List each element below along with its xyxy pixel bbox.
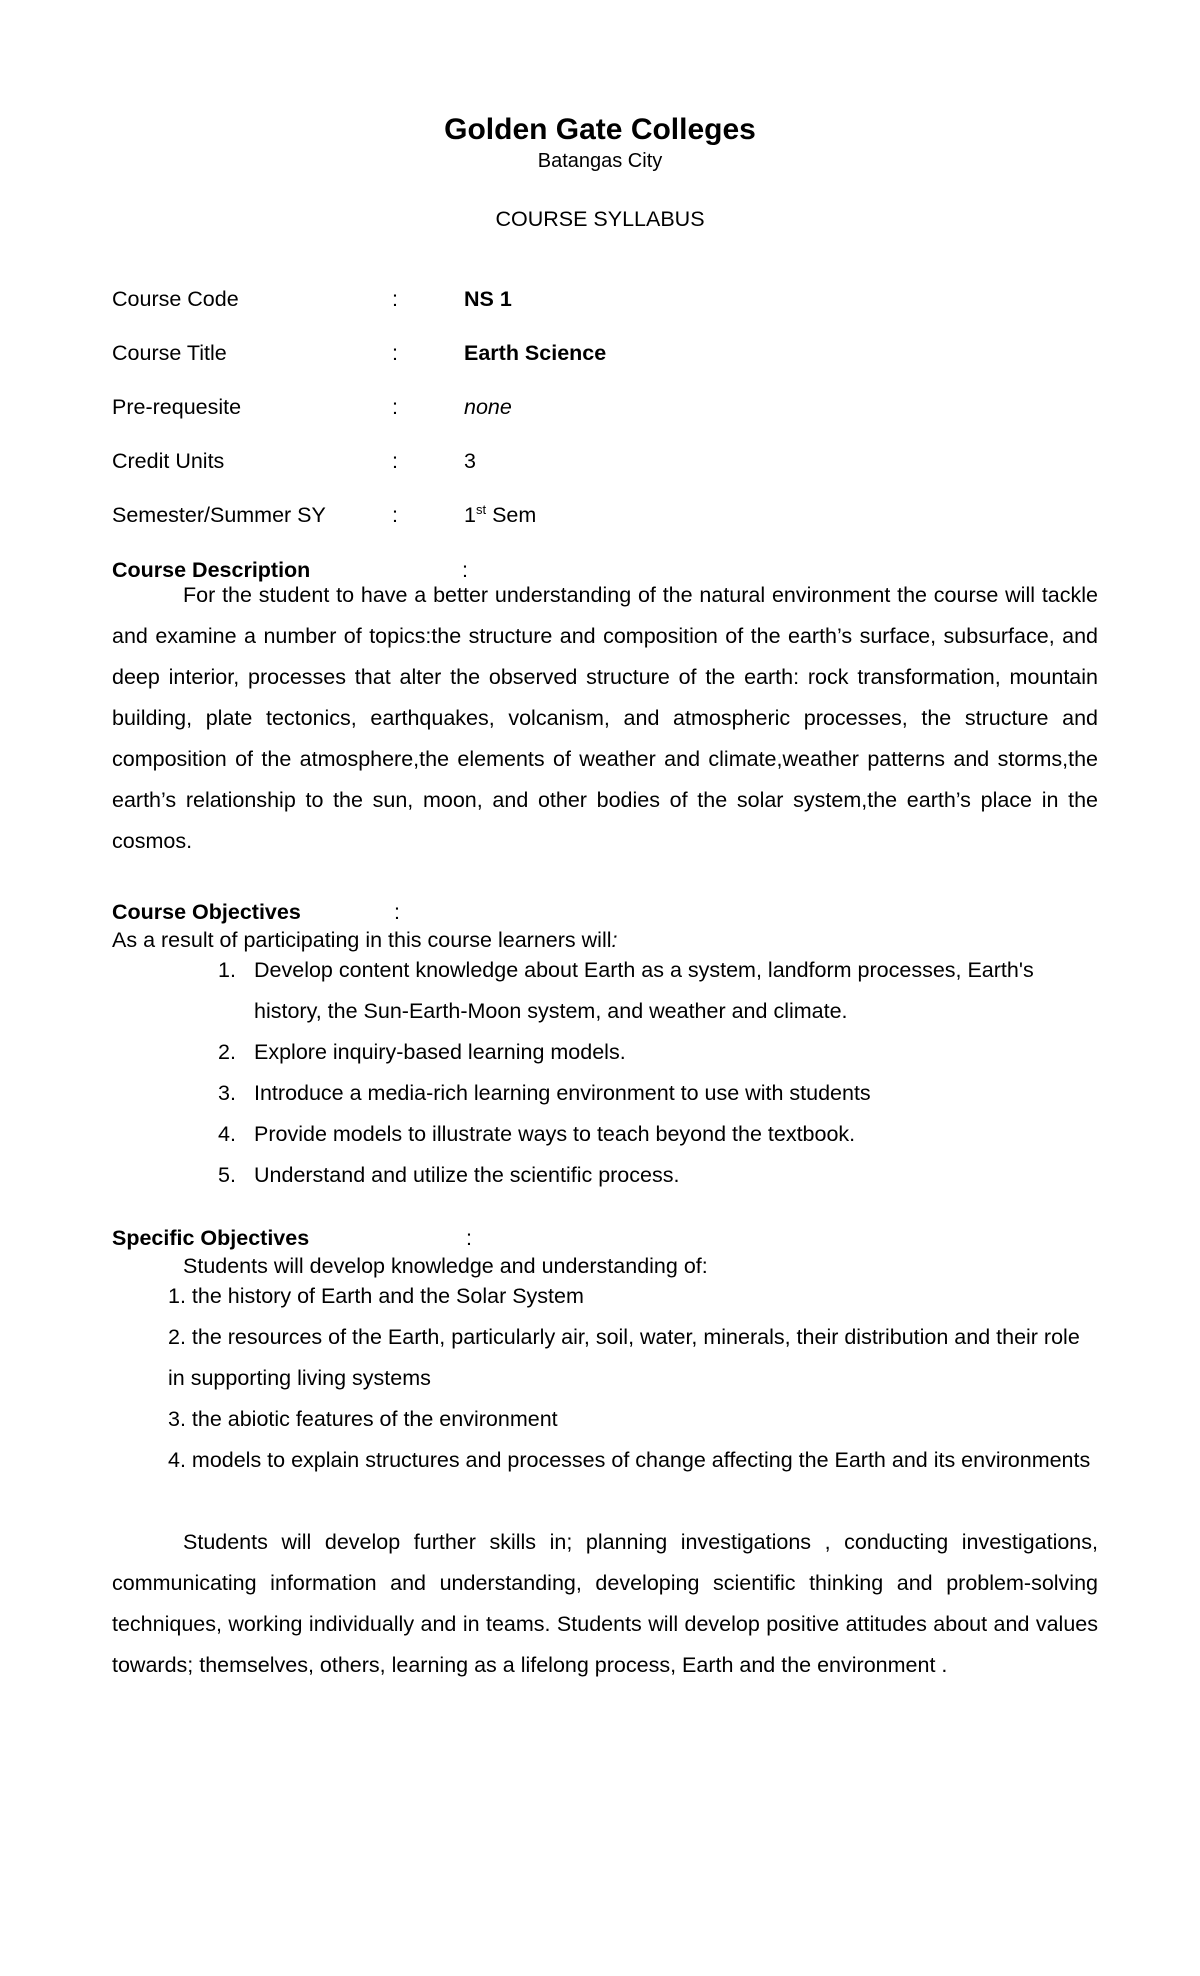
course-objectives-title: Course Objectives bbox=[112, 900, 301, 924]
semester-colon: : bbox=[392, 503, 398, 527]
prerequisite-label: Pre-requesite bbox=[112, 395, 242, 419]
semester-value-suffix: Sem bbox=[486, 503, 537, 527]
list-item bbox=[204, 950, 1064, 1032]
credit-units-row bbox=[112, 447, 1112, 475]
course-description-text: For the student to have a better understanding of the natural environment the course will tackle and examine a number of topics:the structure and composition of the earth’s surface, subsurface, and deep interior, processes that alter the observed structure of the earth: rock transformation, mountain building, plate tectonics, earthquakes, volcanism, and atmospheric processes, the structure and composition of the atmosphere,the elements of weather and climate,weather patterns and storms,the earth’s relationship to the sun, moon, and other bodies of the solar system,the earth’s place in the cosmos. bbox=[112, 583, 1098, 853]
course-description-colon: : bbox=[462, 558, 468, 582]
school-name: Golden Gate Colleges bbox=[444, 113, 756, 146]
semester-row bbox=[112, 501, 1112, 529]
list-item bbox=[204, 1155, 1064, 1196]
credit-units-colon: : bbox=[392, 449, 398, 473]
list-item bbox=[204, 1114, 1064, 1155]
course-code-label: Course Code bbox=[112, 287, 239, 311]
credit-units-value: 3 bbox=[464, 449, 476, 473]
prerequisite-value: none bbox=[464, 395, 512, 419]
list-item: 1. the history of Earth and the Solar System bbox=[168, 1284, 584, 1308]
list-item-text: Understand and utilize the scientific process. bbox=[254, 1163, 680, 1187]
course-title-colon: : bbox=[392, 341, 398, 365]
course-objectives-list bbox=[204, 950, 1064, 1196]
list-item: 4. models to explain structures and processes of change affecting the Earth and its environments bbox=[168, 1448, 1091, 1472]
course-objectives-colon: : bbox=[394, 900, 400, 924]
school-city: Batangas City bbox=[537, 150, 663, 172]
prerequisite-row bbox=[112, 393, 1112, 421]
course-code-row bbox=[112, 285, 1112, 313]
course-title-label: Course Title bbox=[112, 341, 227, 365]
list-item bbox=[204, 1073, 1064, 1114]
list-item-number: 1. bbox=[218, 958, 236, 982]
specific-objectives-title: Specific Objectives bbox=[112, 1226, 310, 1250]
course-title-row bbox=[112, 339, 1112, 367]
list-item-number: 4. bbox=[218, 1122, 236, 1146]
list-item-text: Provide models to illustrate ways to teach beyond the textbook. bbox=[254, 1122, 856, 1146]
list-item: 3. the abiotic features of the environment bbox=[168, 1407, 558, 1431]
credit-units-label: Credit Units bbox=[112, 449, 225, 473]
list-item bbox=[204, 1032, 1064, 1073]
list-item-number: 5. bbox=[218, 1163, 236, 1187]
list-item-text: Explore inquiry-based learning models. bbox=[254, 1040, 626, 1064]
course-description-title: Course Description bbox=[112, 558, 311, 582]
semester-value-number: 1 bbox=[464, 503, 476, 527]
document-title: COURSE SYLLABUS bbox=[495, 207, 705, 231]
course-objectives-intro-text: As a result of participating in this course learners will bbox=[112, 928, 612, 952]
prerequisite-colon: : bbox=[392, 395, 398, 419]
specific-objectives-list bbox=[168, 1276, 1098, 1481]
course-objectives-intro-colon: : bbox=[611, 928, 618, 952]
list-item: 2. the resources of the Earth, particularly air, soil, water, minerals, their distribution and their role in supporting living systems bbox=[168, 1325, 1080, 1390]
semester-label: Semester/Summer SY bbox=[112, 503, 326, 527]
specific-objectives-colon: : bbox=[466, 1226, 472, 1250]
list-item-number: 2. bbox=[218, 1040, 236, 1064]
semester-value-ordinal: st bbox=[475, 502, 487, 517]
course-code-value: NS 1 bbox=[464, 287, 512, 311]
specific-objectives-closing: Students will develop further skills in; planning investigations , conducting investigations, communicating information and understanding, developing scientific thinking and problem-solving techniques, working individually and in teams. Students will develop positive attitudes about and values towards; themselves, others, learning as a lifelong process, Earth and the environment . bbox=[112, 1530, 1098, 1677]
course-code-colon: : bbox=[392, 287, 398, 311]
list-item-number: 3. bbox=[218, 1081, 236, 1105]
course-objectives-heading bbox=[112, 899, 1112, 925]
specific-objectives-heading bbox=[112, 1225, 1112, 1251]
course-title-value: Earth Science bbox=[464, 341, 607, 365]
specific-objectives-intro: Students will develop knowledge and understanding of: bbox=[183, 1254, 708, 1278]
semester-value bbox=[464, 501, 536, 529]
list-item-text: Introduce a media-rich learning environment to use with students bbox=[254, 1081, 871, 1105]
list-item-text: Develop content knowledge about Earth as a system, landform processes, Earth's history, the Sun-Earth-Moon system, and weather and climate. bbox=[254, 958, 1034, 1023]
